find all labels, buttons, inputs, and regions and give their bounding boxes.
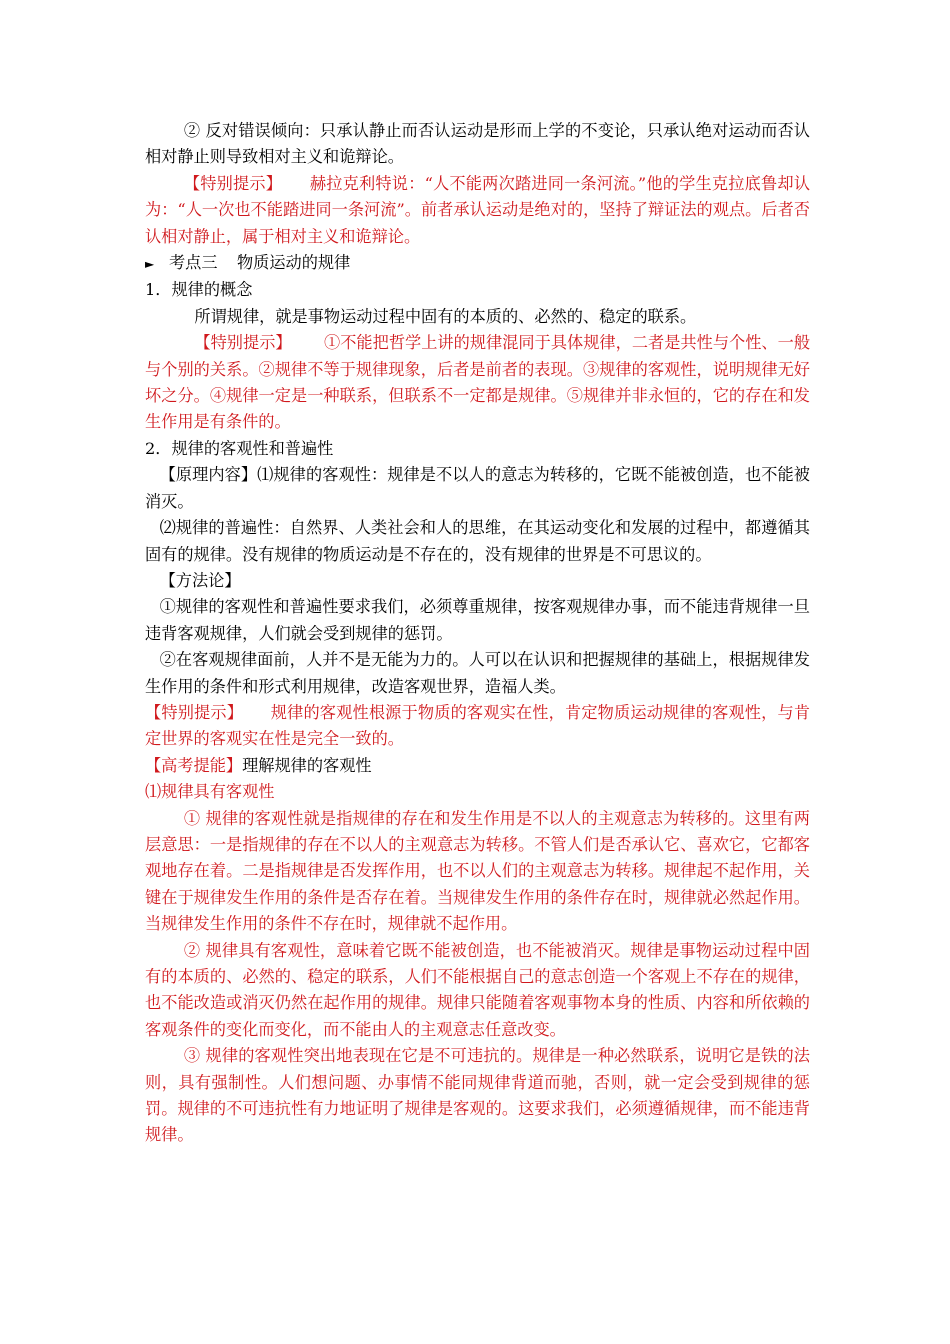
special-tip-text: 赫拉克利特说：“人不能两次踏进同一条河流。”他的学生克拉底鲁却认为：“人一次也不能踏进同一条河流”。前者承认运动是绝对的，坚持了辩证法的观点。后者否认相对静止，属于相对主义和诡辩论。 bbox=[145, 173, 811, 246]
special-tip-label: 【特别提示】 bbox=[183, 173, 283, 193]
subheading-objectivity: ⑴规律具有客观性 bbox=[145, 782, 275, 802]
objectivity-point-2: ② 规律具有客观性，意味着它既不能被创造，也不能被消灭。规律是事物运动过程中固有的本质的、必然的、稳定的联系，人们不能根据自己的意志创造一个客观上不存在的规律，也不能改造或消灭仍然在起作用的规律。规律只能随着客观事物本身的性质、内容和所依赖的客观条件的变化而变化，而不能由人的主观意志任意改变。 bbox=[145, 940, 810, 1039]
methodology-item-2: ②在客观规律面前，人并不是无能为力的。人可以在认识和把握规律的基础上，根据规律发生作用的条件和形式利用规律，改造客观世界，造福人类。 bbox=[145, 650, 810, 696]
definition-text: 所谓规律，就是事物运动过程中固有的本质的、必然的、稳定的联系。 bbox=[194, 306, 697, 326]
special-tip-law bbox=[145, 330, 810, 436]
objectivity-point-3: ③ 规律的客观性突出地表现在它是不可违抗的。规律是一种必然联系，说明它是铁的法则，具有强制性。人们想问题、办事情不能同规律背道而驰，否则，就一定会受到规律的惩罚。规律的不可违抗性有力地证明了规律是客观的。这要求我们，必须遵循规律，而不能违背规律。 bbox=[145, 1046, 810, 1145]
special-tip-text: ①不能把哲学上讲的规律混同于具体规律，二者是共性与个性、一般与个别的关系。②规律不等于规律现象，后者是前者的表现。③规律的客观性，说明规律无好坏之分。④规律一定是一种联系，但联系不一定都是规律。⑤规律并非永恒的，它的存在和发生作用是有条件的。 bbox=[145, 333, 811, 432]
section-name: 物质运动的规律 bbox=[237, 253, 351, 273]
special-tip-objectivity bbox=[145, 700, 810, 753]
principle-universality: ⑵规律的普遍性：自然界、人类社会和人的思维，在其运动变化和发展的过程中，都遵循其固有的规律。没有规律的物质运动是不存在的，没有规律的世界是不可思议的。 bbox=[145, 518, 810, 564]
section-title: 考点三 bbox=[169, 253, 218, 273]
special-tip-label: 【特别提示】 bbox=[194, 333, 292, 353]
principle-content: 【原理内容】⑴规律的客观性：规律是不以人的意志为转移的，它既不能被创造，也不能被消灭。 bbox=[145, 465, 810, 511]
special-tip-text: 规律的客观性根源于物质的客观实在性，肯定物质运动规律的客观性，与肯定世界的客观实在性是完全一致的。 bbox=[145, 702, 811, 749]
special-tip-label: 【特别提示】 bbox=[145, 702, 244, 722]
methodology-label: 【方法论】 bbox=[159, 570, 241, 590]
heading-concept: 1．规律的概念 bbox=[145, 280, 253, 300]
gaokao-title: 理解规律的客观性 bbox=[242, 755, 372, 775]
special-tip-heraclitus bbox=[145, 171, 810, 250]
document-page bbox=[145, 118, 810, 1149]
gaokao-label: 【高考提能】 bbox=[145, 755, 243, 775]
methodology-item-1: ①规律的客观性和普遍性要求我们，必须尊重规律，按客观规律办事，而不能违背规律一旦违背客观规律，人们就会受到规律的惩罚。 bbox=[145, 597, 810, 643]
objectivity-point-1: ① 规律的客观性就是指规律的存在和发生作用是不以人的主观意志为转移的。这里有两层意思：一是指规律的存在不以人的主观意志为转移。不管人们是否承认它、喜欢它，它都客观地存在着。二是指规律是否发挥作用，也不以人们的主观意志为转移。规律起不起作用，关键在于规律发生作用的条件是否存在着。当规律发生作用的条件存在时，规律就必然起作用。当规律发生作用的条件不存在时，规律就不起作用。 bbox=[145, 808, 810, 934]
section-heading bbox=[145, 250, 810, 277]
gaokao-heading bbox=[145, 753, 810, 779]
section-arrow-icon: ► bbox=[145, 257, 155, 272]
paragraph-wrong-tendency: ② 反对错误倾向：只承认静止而否认运动是形而上学的不变论，只承认绝对运动而否认相对静止则导致相对主义和诡辩论。 bbox=[145, 121, 810, 167]
heading-objectivity: 2．规律的客观性和普遍性 bbox=[145, 438, 334, 458]
